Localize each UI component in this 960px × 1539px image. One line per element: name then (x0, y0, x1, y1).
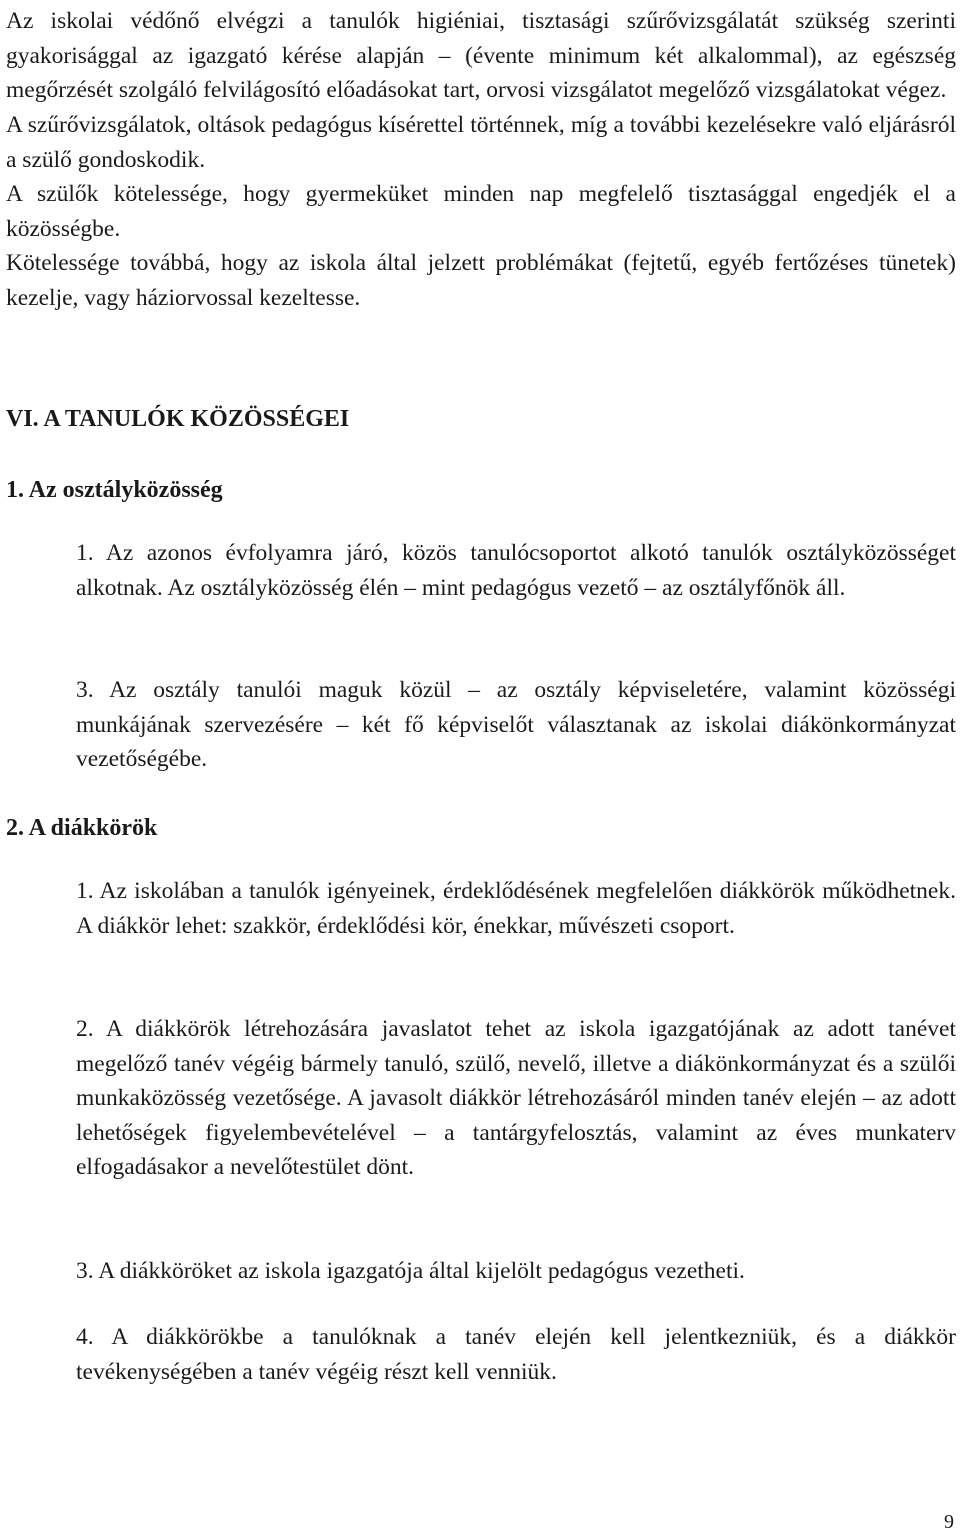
section2-item-2: 2. A diákkörök létrehozására javaslatot tehet az iskola igazgatójának az adott tanévet megelőző tanév végéig bármely tanuló, szülő, nevelő, illetve a diákönkormányzat és a szülői munkaközösség vezetősége. A javasolt diákkör létrehozásáról minden tanév elején – az adott lehetőségek figyelembevételével – a tantárgyfelosztás, valamint az éves munkaterv elfogadásakor a nevelőtestület dönt. (76, 1016, 956, 1180)
chapter-title: VI. A TANULÓK KÖZÖSSÉGEI (6, 406, 350, 432)
section1-item-1: 1. Az azonos évfolyamra járó, közös tanulócsoportot alkotó tanulók osztályközösséget alkotnak. Az osztályközösség élén – mint pedagógus vezető – az osztályfőnök áll. (76, 540, 956, 601)
intro-paragraph-1: Az iskolai védőnő elvégzi a tanulók higiéniai, tisztasági szűrővizsgálatát szükség szerinti gyakorisággal az igazgató kérése alapján – (évente minimum két alkalommal), az egészség megőrzését szolgáló felvilágosító előadásokat tart, orvosi vizsgálatot megelőző vizsgálatokat végez. (6, 8, 956, 103)
section-title-osztalykozosseg: 1. Az osztályközösség (6, 477, 223, 503)
intro-paragraph-2: A szűrővizsgálatok, oltások pedagógus kísérettel történnek, míg a további kezelésekre való eljárásról a szülő gondoskodik. (6, 112, 956, 173)
page-number: 9 (944, 1511, 954, 1533)
section-title-diakkorok: 2. A diákkörök (6, 815, 158, 841)
intro-paragraph-4: Kötelessége továbbá, hogy az iskola által jelzett problémákat (fejtetű, egyéb fertőzéses tünetek) kezelje, vagy háziorvossal kezeltesse. (6, 250, 956, 311)
section2-item-3: 3. A diákköröket az iskola igazgatója által kijelölt pedagógus vezetheti. (76, 1258, 745, 1284)
intro-paragraph-3: A szülők kötelessége, hogy gyermeküket minden nap megfelelő tisztasággal engedjék el a közösségbe. (6, 181, 956, 242)
section2-item-4: 4. A diákkörökbe a tanulóknak a tanév elején kell jelentkezniük, és a diákkör tevékenységében a tanév végéig részt kell venniük. (76, 1324, 956, 1385)
section1-item-3: 3. Az osztály tanulói maguk közül – az osztály képviseletére, valamint közösségi munkájának szervezésére – két fő képviselőt választanak az iskolai diákönkormányzat vezetőségébe. (76, 677, 956, 772)
section2-item-1: 1. Az iskolában a tanulók igényeinek, érdeklődésének megfelelően diákkörök működhetnek. A diákkör lehet: szakkör, érdeklődési kör, énekkar, művészeti csoport. (76, 878, 956, 939)
